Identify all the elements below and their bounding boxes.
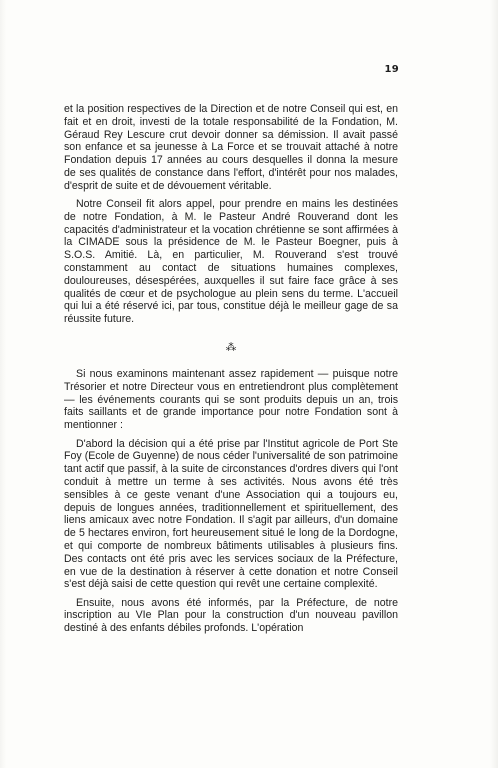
paragraph-prefecture-plan: Ensuite, nous avons été informés, par la Préfecture, de notre inscription au VIe Plan pour la construction d'un nouveau pavillon destiné à des enfants débiles profonds. L'opération [64, 596, 398, 635]
section-separator [64, 341, 398, 353]
page-number: 19 [384, 64, 399, 75]
paragraph-new-director: Notre Conseil fit alors appel, pour prendre en mains les destinées de notre Fondation, à M. le Pasteur André Rouverand dont les capacités d'administrateur et la vocation chrétienne se sont affirmées à la CIMADE sous la présidence de M. le Pasteur Boegner, puis à S.O.S. Amitié. Là, en particulier, M. Rouverand s'est trouvé constamment au contact de situations humaines complexes, douloureuses, désespérées, auxquelles il sut faire face grâce à ses qualités de cœur et de psychologue au plein sens du terme. L'accueil qui lui a été réservé ici, par tous, constitue déjà le meilleur gage de sa réussite future. [64, 198, 398, 326]
paragraph-director-resignation: et la position respectives de la Direction et de notre Conseil qui est, en fait et en droit, investi de la totale responsabilité de la Fondation, M. Géraud Rey Lescure crut devoir donner sa démission. Il avait passé son enfance et sa jeunesse à La Force et se trouvait attaché à notre Fondation depuis 17 années au cours desquelles il donna la mesure de ses qualités de constance dans l'effort, d'intérêt pour nos malades, d'esprit de suite et de dévouement véritable. [64, 103, 398, 192]
body-text [64, 103, 398, 640]
paragraph-current-events: Si nous examinons maintenant assez rapidement — puisque notre Trésorier et notre Directeur vous en entretiendront plus complètement — les événements courants qui se sont produits depuis un an, trois faits saillants et de grande importance pour notre Fondation sont à mentionner : [64, 368, 398, 432]
asterism-icon: ⁂ [225, 340, 237, 354]
paragraph-agricultural-institute: D'abord la décision qui a été prise par l'Institut agricole de Port Ste Foy (Ecole de Guyenne) de nous céder l'universalité de son patrimoine tant actif que passif, à la suite de circonstances d'ordres divers qui l'ont conduit à mettre un terme à ses activités. Nous avons été très sensibles à ce geste venant d'une Association qui a toujours eu, depuis de longues années, traditionnellement et spirituellement, des liens amicaux avec notre Fondation. Il s'agit par ailleurs, d'un domaine de 5 hectares environ, fort heureusement situé le long de la Dordogne, et qui comporte de nombreux bâtiments utilisables à plusieurs fins. Des contacts ont été pris avec les services sociaux de la Préfecture, en vue de la destination à réserver à cette donation et notre Conseil s'est déjà saisi de cette question qui revêt une certaine complexité. [64, 437, 398, 591]
